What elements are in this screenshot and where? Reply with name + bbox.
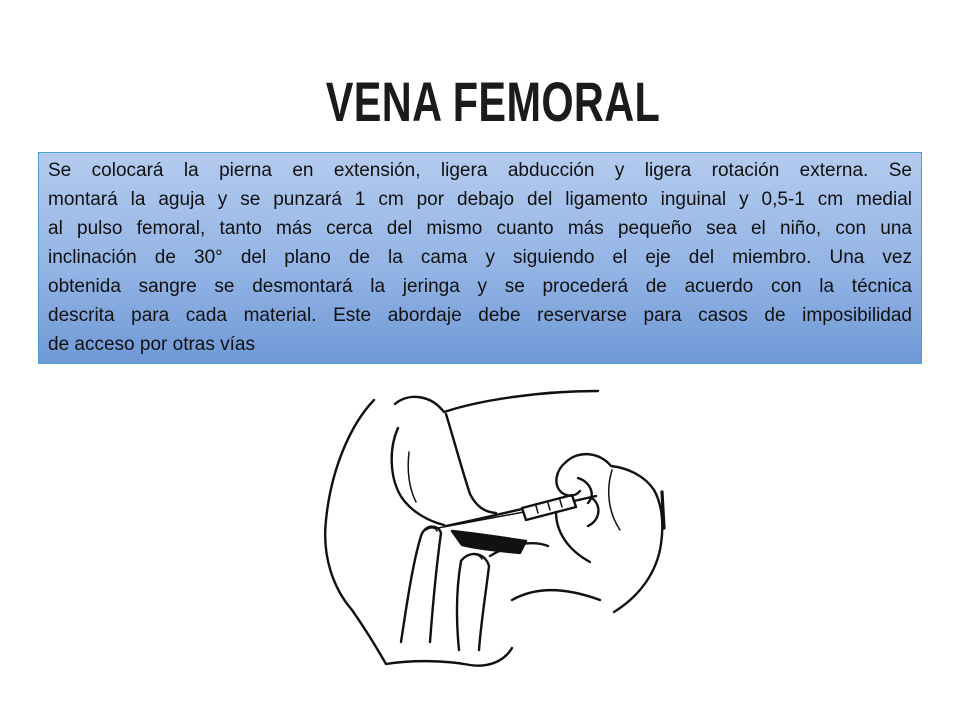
text-line: de acceso por otras vías — [48, 334, 255, 355]
slide-title: VENA FEMORAL — [325, 70, 661, 133]
inner-thigh-outline — [446, 414, 496, 513]
right-hand-thumb — [556, 512, 590, 562]
left-index-finger — [401, 527, 441, 642]
text-line: obtenida sangre se desmontará la jeringa y se procederá de acuerdo con la técnica — [48, 276, 912, 297]
text-line: inclinación de 30° del plano de la cama y siguiendo el eje del miembro. Una vez — [48, 247, 912, 268]
description-text-box — [38, 152, 922, 364]
text-line: montará la aguja y se punzará 1 cm por debajo del ligamento inguinal y 0,5-1 cm medial — [48, 189, 912, 210]
thigh-top-outline — [395, 391, 598, 412]
right-hand-edge — [662, 492, 664, 528]
text-line: al pulso femoral, tanto más cerca del mismo cuanto más pequeño sea el niño, con una — [48, 218, 912, 239]
vein-mark — [408, 452, 416, 502]
needle — [438, 512, 524, 528]
text-line: descrita para cada material. Este abordaje debe reservarse para casos de imposibilidad — [48, 305, 912, 326]
femoral-puncture-illustration — [318, 382, 670, 672]
left-middle-finger — [457, 554, 489, 650]
right-hand-index-finger — [556, 462, 580, 496]
abdomen-fold-outline — [392, 428, 444, 525]
right-hand-palm-line — [609, 470, 620, 530]
shadow-wedge — [452, 531, 526, 553]
torso-left-outline — [325, 400, 374, 610]
text-line: Se colocará la pierna en extensión, ligera abducción y ligera rotación externa. Se — [48, 160, 912, 181]
